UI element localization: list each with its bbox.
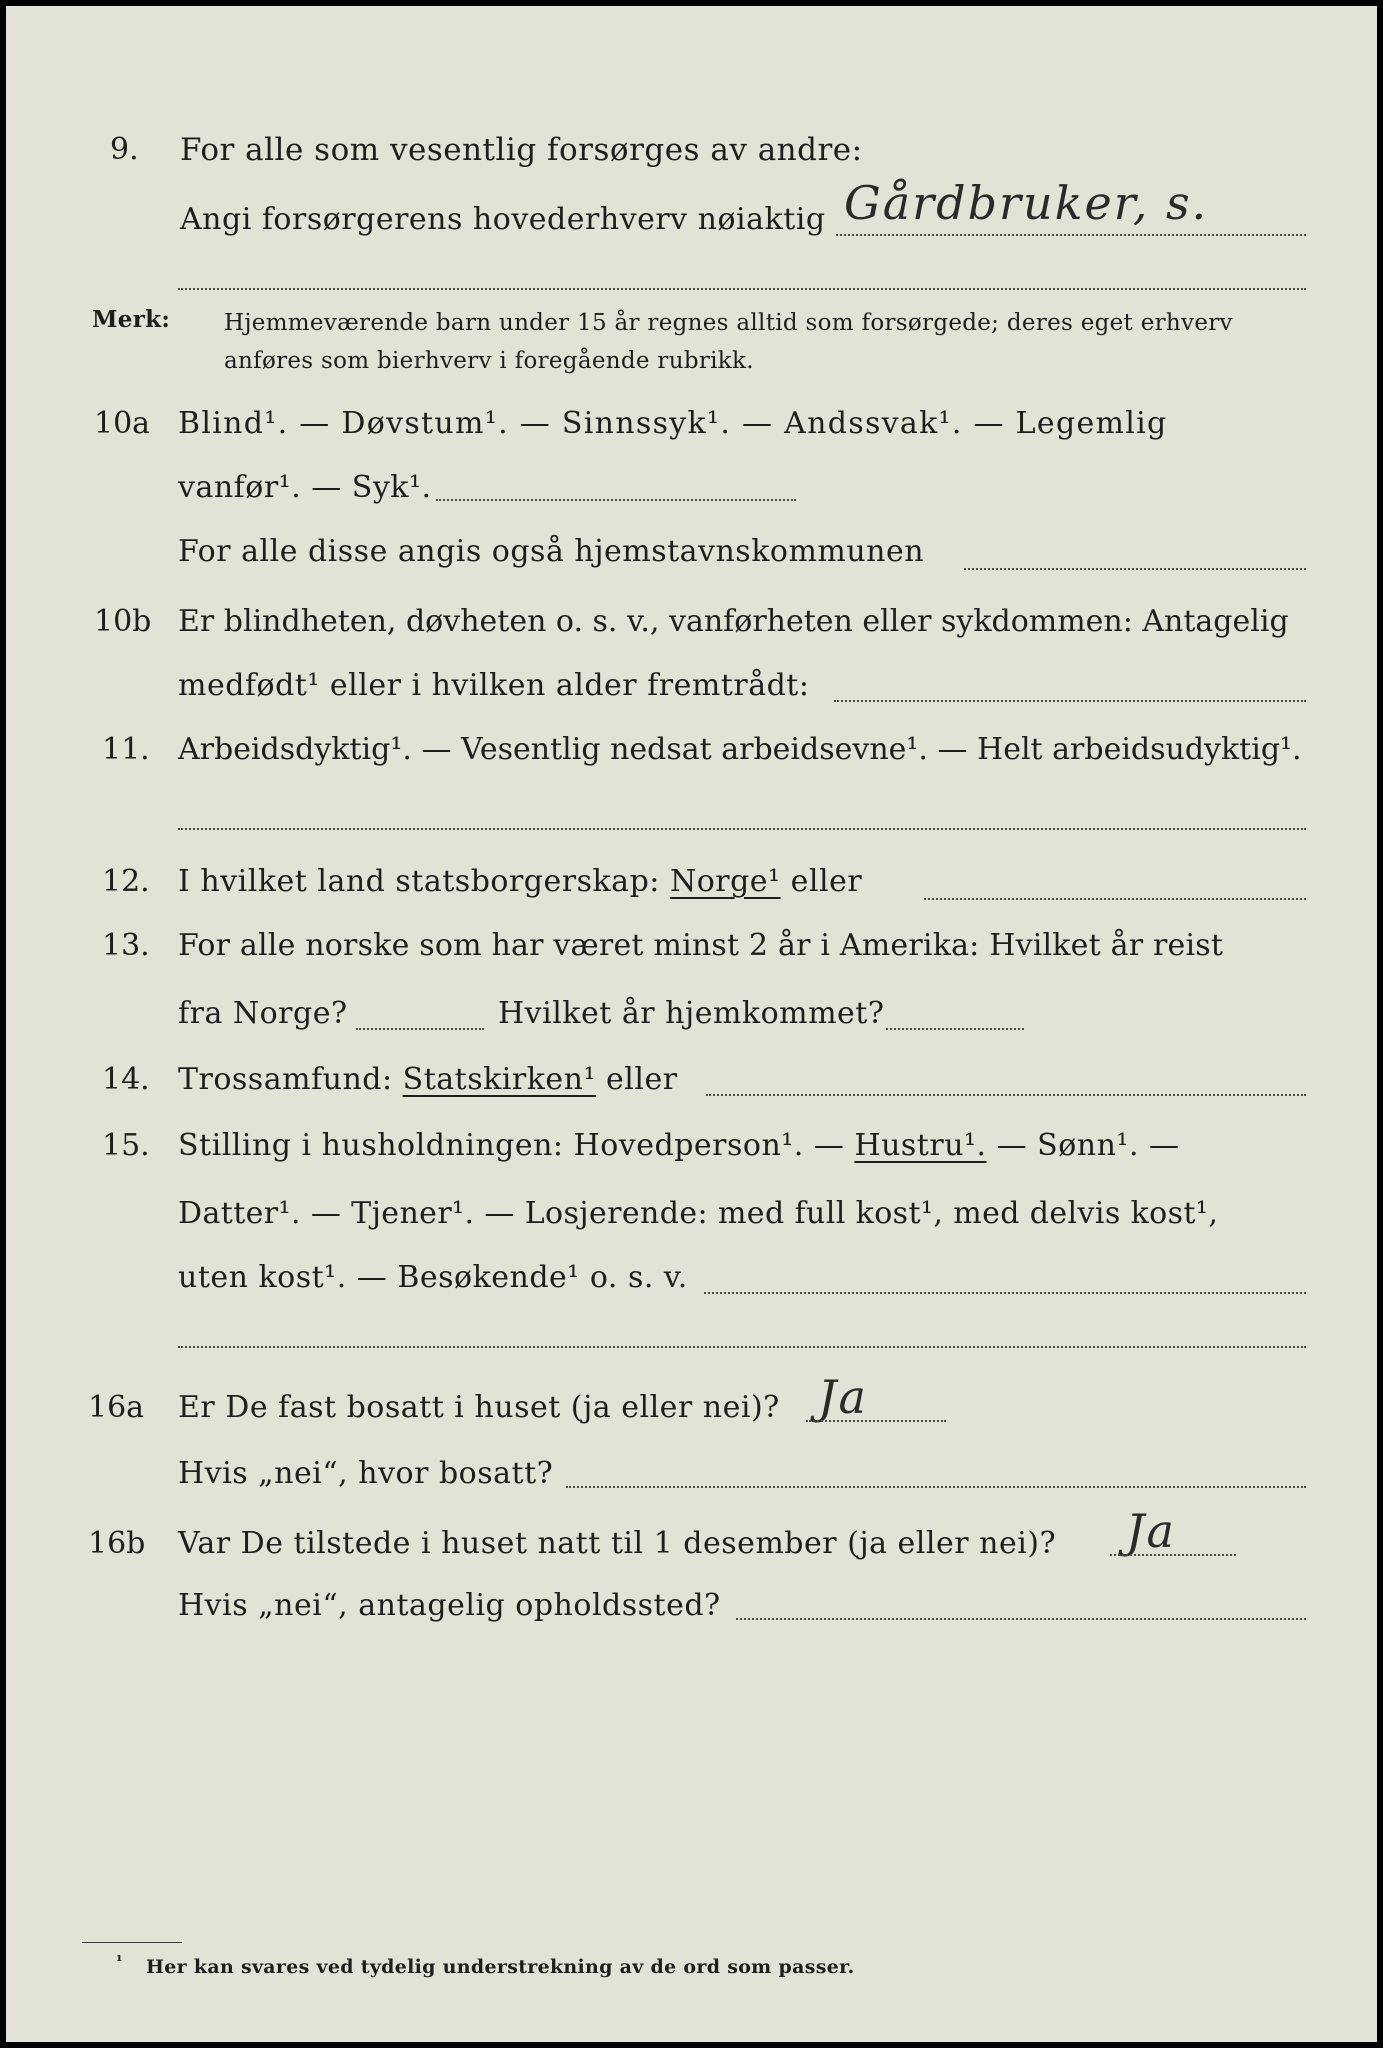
q16b-line1: Var De tilstede i huset natt til 1 desember (ja eller nei)?: [178, 1526, 1057, 1561]
q10a-line1: Blind¹. — Døvstum¹. — Sinnssyk¹. — Andssvak¹. — Legemlig: [178, 406, 1168, 441]
q13-hjemkommet-line: [886, 1028, 1024, 1030]
q13-line2b: Hvilket år hjemkommet?: [498, 996, 885, 1031]
q15-line2: Datter¹. — Tjener¹. — Losjerende: med full kost¹, med delvis kost¹,: [178, 1196, 1219, 1231]
merk-line1: Hjemmeværende barn under 15 år regnes alltid som forsørgede; deres eget erhverv: [224, 310, 1233, 336]
q13-number: 13.: [102, 928, 150, 963]
q11-line1: Arbeidsdyktig¹. — Vesentlig nedsat arbeidsevne¹. — Helt arbeidsudyktig¹.: [178, 732, 1302, 767]
q9-number: 9.: [110, 132, 139, 167]
q13-line1: For alle norske som har været minst 2 år i Amerika: Hvilket år reist: [178, 928, 1224, 963]
q9-handwritten-answer: Gårdbruker, s.: [844, 176, 1209, 230]
merk-line2: anføres som bierhverv i foregående rubrikk.: [224, 348, 754, 374]
q10b-answer-line: [834, 700, 1306, 702]
q10a-number: 10a: [94, 406, 151, 441]
q15-number: 15.: [102, 1128, 150, 1163]
q14-line: [178, 1062, 678, 1097]
census-form-page: [6, 6, 1377, 2042]
q10a-line3: For alle disse angis også hjemstavnskommunen: [178, 534, 925, 569]
q11-answer-line: [178, 828, 1306, 830]
q16a-answer-line: [806, 1420, 946, 1422]
q12-number: 12.: [102, 864, 150, 899]
q12-norge-underlined: Norge¹: [669, 864, 781, 899]
q12-line: [178, 864, 862, 899]
q15-line1c: — Sønn¹. —: [996, 1128, 1180, 1163]
q10b-line1: Er blindheten, døvheten o. s. v., vanførheten eller sykdommen: Antagelig: [178, 604, 1289, 639]
q16a-handwritten-answer: Ja: [818, 1370, 868, 1424]
q9-extra-line: [178, 288, 1306, 290]
q16b-opholdssted-line: [736, 1618, 1306, 1620]
q16a-bosatt-line: [566, 1486, 1306, 1488]
q16b-handwritten-answer: Ja: [1126, 1504, 1176, 1558]
q15-extra-line: [178, 1346, 1306, 1348]
q14-prefix: Trossamfund:: [178, 1062, 393, 1097]
q16b-answer-line: [1110, 1554, 1236, 1556]
footnote-mark: ¹: [116, 1952, 123, 1970]
q12-prefix: I hvilket land statsborgerskap:: [178, 864, 660, 899]
q9-line2: Angi forsørgerens hovederhverv nøiaktig: [180, 202, 826, 237]
q14-answer-line: [706, 1094, 1306, 1096]
q14-statskirken-underlined: Statskirken¹: [402, 1062, 596, 1097]
q16a-line2: Hvis „nei“, hvor bosatt?: [178, 1456, 554, 1491]
footnote-text: Her kan svares ved tydelig understrekning av de ord som passer.: [146, 1956, 855, 1978]
merk-label: Merk:: [92, 306, 171, 333]
q10b-line2: medfødt¹ eller i hvilken alder fremtrådt:: [178, 668, 810, 703]
q11-number: 11.: [102, 732, 150, 767]
q9-answer-line: [836, 234, 1306, 236]
q15-hustru-underlined: Hustru¹.: [854, 1128, 987, 1163]
q16b-line2: Hvis „nei“, antagelig opholdssted?: [178, 1588, 721, 1623]
q14-number: 14.: [102, 1062, 150, 1097]
q9-line1: For alle som vesentlig forsørges av andre:: [180, 132, 863, 168]
q13-reist-line: [356, 1028, 484, 1030]
footnote-rule: [82, 1942, 182, 1943]
q15-answer-line: [704, 1292, 1306, 1294]
q10a-syk-line: [436, 499, 796, 501]
q10a-line2: vanfør¹. — Syk¹.: [178, 470, 432, 505]
q16a-number: 16a: [88, 1390, 145, 1425]
q16b-number: 16b: [88, 1526, 146, 1561]
q15-line1a: Stilling i husholdningen: Hovedperson¹. —: [178, 1128, 845, 1163]
q12-answer-line: [924, 898, 1306, 900]
q12-suffix: eller: [790, 864, 863, 899]
q13-line2a: fra Norge?: [178, 996, 348, 1031]
q10b-number: 10b: [94, 604, 152, 639]
q15-line3: uten kost¹. — Besøkende¹ o. s. v.: [178, 1260, 688, 1295]
q15-line1: [178, 1128, 1180, 1163]
q16a-line1: Er De fast bosatt i huset (ja eller nei)?: [178, 1390, 780, 1425]
q10a-kommune-line: [964, 568, 1306, 570]
q14-suffix: eller: [606, 1062, 678, 1097]
